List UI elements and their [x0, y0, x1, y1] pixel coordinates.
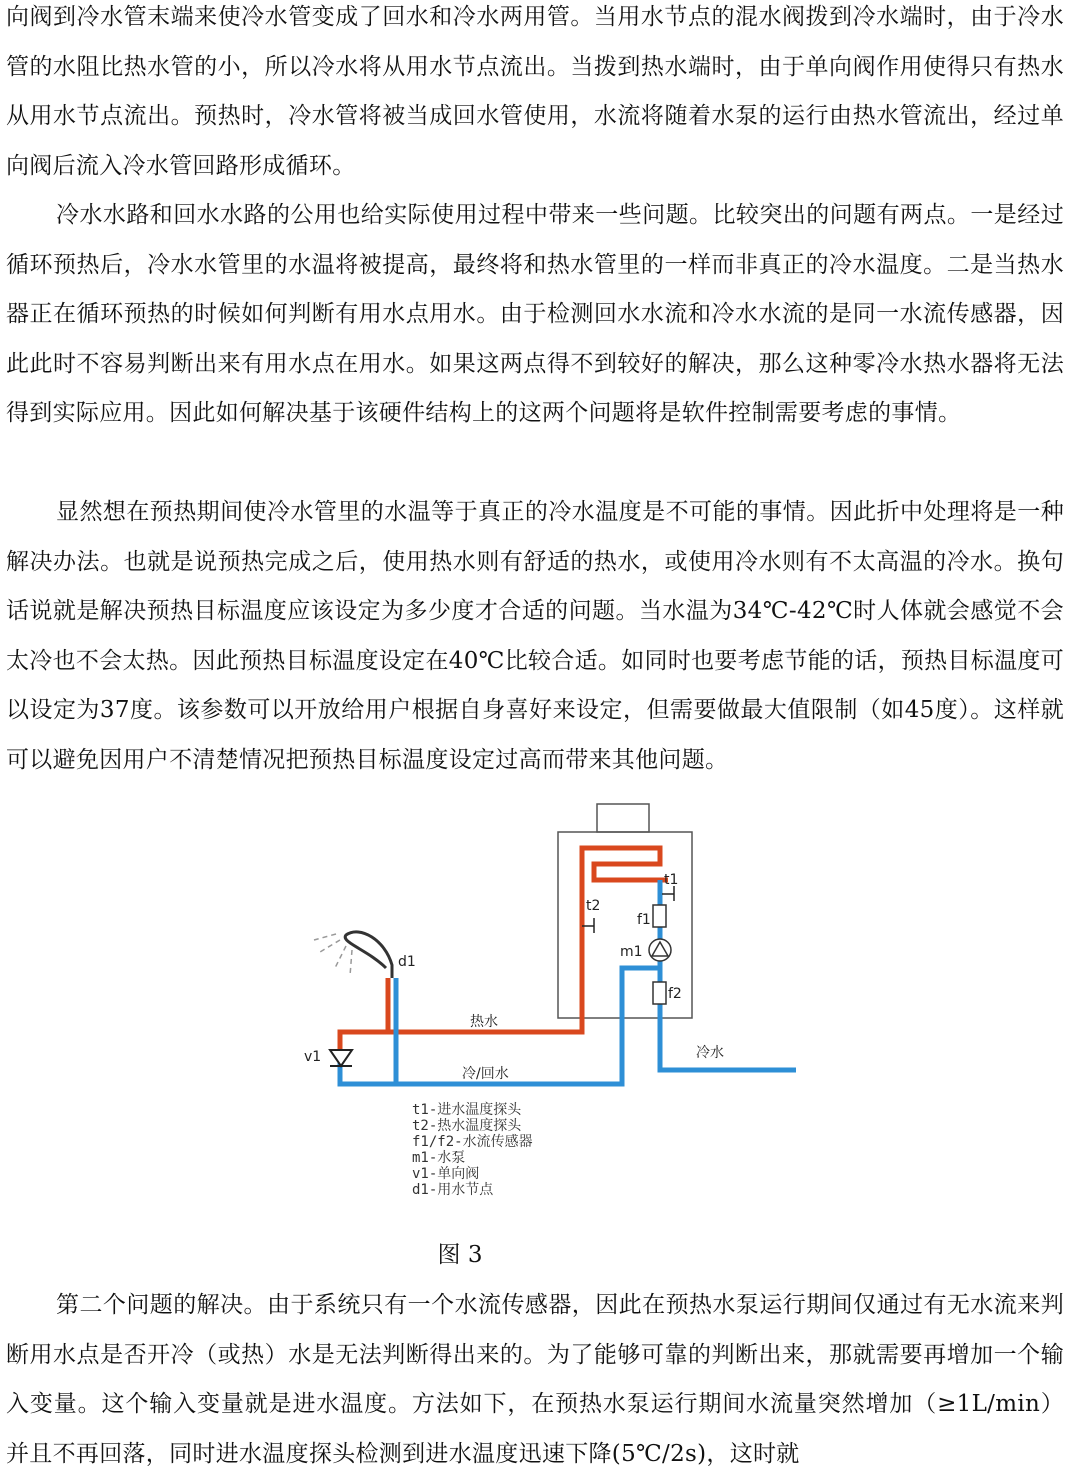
label-t2: t2	[586, 898, 601, 914]
legend-item: t1-进水温度探头	[412, 1102, 522, 1118]
body-paragraph-4: 第二个问题的解决。由于系统只有一个水流传感器，因此在预热水泵运行期间仅通过有无水流来判断用水点是否开冷（或热）水是无法判断得出来的。为了能够可靠的判断出来，那就需要再增加一个输入变量。这个输入变量就是进水温度。方法如下，在预热水泵运行期间水流量突然增加（≥1L/min）并且不再回落，同时进水温度探头检测到进水温度迅速下降(5℃/2s)，这时就	[6, 1292, 1064, 1467]
figure-caption: 图 3	[437, 1242, 483, 1268]
label-t1: t1	[664, 872, 679, 888]
flow-sensor-f1	[653, 905, 666, 927]
body-paragraph-2: 冷水水路和回水水路的公用也给实际使用过程中带来一些问题。比较突出的问题有两点。一是经过循环预热后，冷水水管里的水温将被提高，最终将和热水管里的一样而非真正的冷水温度。二是当热水器正在循环预热的时候如何判断有用水点用水。由于检测回水水流和冷水水流的是同一水流传感器，因此此时不容易判断出来有用水点在用水。如果这两点得不到较好的解决，那么这种零冷水热水器将无法得到实际应用。因此如何解决基于该硬件结构上的这两个问题将是软件控制需要考虑的事情。	[6, 202, 1064, 426]
label-cold: 冷水	[696, 1045, 724, 1061]
legend-item: t2-热水温度探头	[412, 1118, 522, 1134]
legend-item: v1-单向阀	[412, 1166, 480, 1182]
hot-pipe	[340, 1030, 582, 1050]
label-d1: d1	[398, 954, 416, 970]
label-m1: m1	[620, 944, 643, 960]
check-valve-v1	[330, 1050, 352, 1066]
water-heater-diagram	[0, 800, 1080, 1220]
spray-line	[314, 934, 336, 940]
body-paragraph-1: 向阀到冷水管末端来使冷水管变成了回水和冷水两用管。当用水节点的混水阀拨到冷水端时，由于冷水管的水阻比热水管的小，所以冷水将从用水节点流出。当拨到热水端时，由于单向阀作用使得只有热水从用水节点流出。预热时，冷水管将被当成回水管使用，水流将随着水泵的运行由热水管流出，经过单向阀后流入冷水管回路形成循环。	[6, 4, 1064, 179]
label-cold-return: 冷/回水	[462, 1066, 509, 1082]
heater-flue	[597, 804, 649, 832]
flow-sensor-f2	[653, 982, 666, 1004]
spray-line	[334, 946, 346, 970]
cold-inlet-pipe	[660, 880, 796, 1070]
label-f2: f2	[668, 986, 682, 1002]
spray-line	[350, 950, 352, 976]
legend-item: m1-水泵	[412, 1150, 466, 1166]
label-f1: f1	[637, 912, 651, 928]
label-v1: v1	[304, 1049, 322, 1065]
legend-item: f1/f2-水流传感器	[412, 1134, 533, 1150]
legend-item: d1-用水节点	[412, 1182, 494, 1198]
body-paragraph-3: 显然想在预热期间使冷水管里的水温等于真正的冷水温度是不可能的事情。因此折中处理将是一种解决办法。也就是说预热完成之后，使用热水则有舒适的热水，或使用冷水则有不太高温的冷水。换句话说就是解决预热目标温度应该设定为多少度才合适的问题。当水温为34℃-42℃时人体就会感觉不会太冷也不会太热。因此预热目标温度设定在40℃比较合适。如同时也要考虑节能的话，预热目标温度可以设定为37度。该参数可以开放给用户根据自身喜好来设定，但需要做最大值限制（如45度）。这样就可以避免因用户不清楚情况把预热目标温度设定过高而带来其他问题。	[6, 499, 1064, 773]
spray-line	[320, 940, 340, 952]
label-hot: 热水	[470, 1014, 498, 1030]
